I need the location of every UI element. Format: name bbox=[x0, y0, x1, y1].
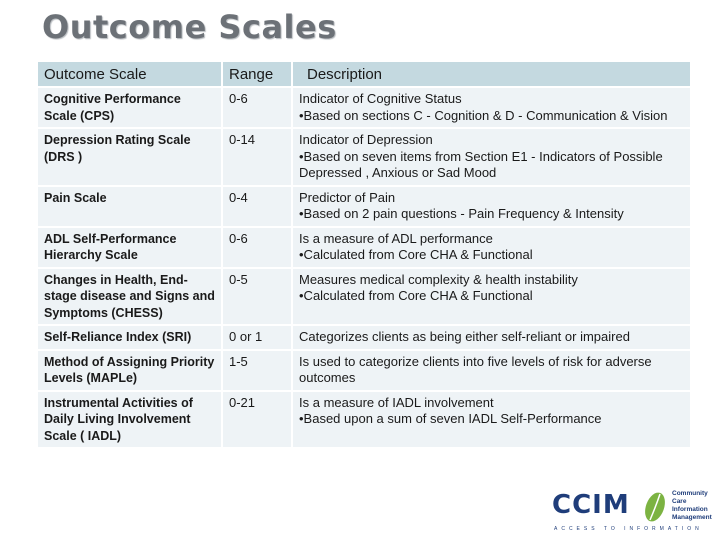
description-cell bbox=[293, 88, 690, 127]
table-row bbox=[38, 187, 690, 226]
table-header-row bbox=[38, 62, 690, 86]
page-title: Outcome Scales bbox=[42, 8, 337, 46]
range-cell: 1-5 bbox=[223, 351, 291, 390]
description-line: Is a measure of IADL involvement bbox=[299, 394, 494, 410]
description-line: Indicator of Depression bbox=[299, 132, 433, 147]
description-line: •Calculated from Core CHA & Functional bbox=[299, 247, 533, 262]
description-line: Is a measure of ADL performance bbox=[299, 230, 493, 246]
table-row bbox=[38, 228, 690, 267]
range-cell: 0-4 bbox=[223, 187, 291, 226]
scale-name-cell: Depression Rating Scale (DRS ) bbox=[38, 129, 221, 185]
range-cell: 0-6 bbox=[223, 228, 291, 267]
scale-name-cell: ADL Self-Performance Hierarchy Scale bbox=[38, 228, 221, 267]
table-row bbox=[38, 88, 690, 127]
outcome-scales-table bbox=[36, 60, 692, 449]
description-cell bbox=[293, 187, 690, 226]
description-line: Predictor of Pain bbox=[299, 189, 396, 205]
logo-wordmark: CCIM bbox=[552, 490, 630, 520]
scale-name-cell: Instrumental Activities of Daily Living Involvement Scale ( IADL) bbox=[38, 392, 221, 448]
description-cell bbox=[293, 351, 690, 390]
header-range: Range bbox=[223, 62, 291, 86]
description-cell bbox=[293, 326, 690, 349]
leaf-icon bbox=[638, 490, 672, 524]
scale-name-cell: Cognitive Performance Scale (CPS) bbox=[38, 88, 221, 127]
range-cell: 0 or 1 bbox=[223, 326, 291, 349]
scale-name-cell: Method of Assigning Priority Levels (MAPLe) bbox=[38, 351, 221, 390]
header-description: Description bbox=[293, 62, 690, 86]
description-cell bbox=[293, 228, 690, 267]
range-cell: 0-14 bbox=[223, 129, 291, 185]
description-line: •Based upon a sum of seven IADL Self-Performance bbox=[299, 411, 602, 426]
description-cell bbox=[293, 392, 690, 448]
logo-subtitle: Community Care Information Management bbox=[672, 490, 712, 521]
ccim-logo bbox=[552, 490, 718, 536]
description-line: Measures medical complexity & health instability bbox=[299, 271, 578, 287]
table-row bbox=[38, 392, 690, 448]
table-row bbox=[38, 351, 690, 390]
range-cell: 0-5 bbox=[223, 269, 291, 325]
description-line: Indicator of Cognitive Status bbox=[299, 91, 462, 106]
range-cell: 0-21 bbox=[223, 392, 291, 448]
scale-name-cell: Self-Reliance Index (SRI) bbox=[38, 326, 221, 349]
table-row bbox=[38, 326, 690, 349]
description-cell bbox=[293, 269, 690, 325]
description-line: •Based on sections C - Cognition & D - Communication & Vision bbox=[299, 107, 668, 123]
description-line: Categorizes clients as being either self-reliant or impaired bbox=[299, 329, 630, 344]
scale-name-cell: Changes in Health, End-stage disease and Signs and Symptoms (CHESS) bbox=[38, 269, 221, 325]
description-line: •Based on seven items from Section E1 - Indicators of Possible Depressed , Anxious or Sad Mood bbox=[299, 148, 663, 180]
range-cell: 0-6 bbox=[223, 88, 291, 127]
header-outcome-scale: Outcome Scale bbox=[38, 62, 221, 86]
scale-name-cell: Pain Scale bbox=[38, 187, 221, 226]
description-line: Is used to categorize clients into five levels of risk for adverse outcomes bbox=[299, 353, 652, 385]
description-line: •Calculated from Core CHA & Functional bbox=[299, 288, 533, 303]
logo-tagline: ACCESS TO INFORMATION bbox=[554, 526, 703, 532]
description-line: •Based on 2 pain questions - Pain Frequency & Intensity bbox=[299, 206, 624, 221]
table-row bbox=[38, 129, 690, 185]
description-cell bbox=[293, 129, 690, 185]
table-row bbox=[38, 269, 690, 325]
